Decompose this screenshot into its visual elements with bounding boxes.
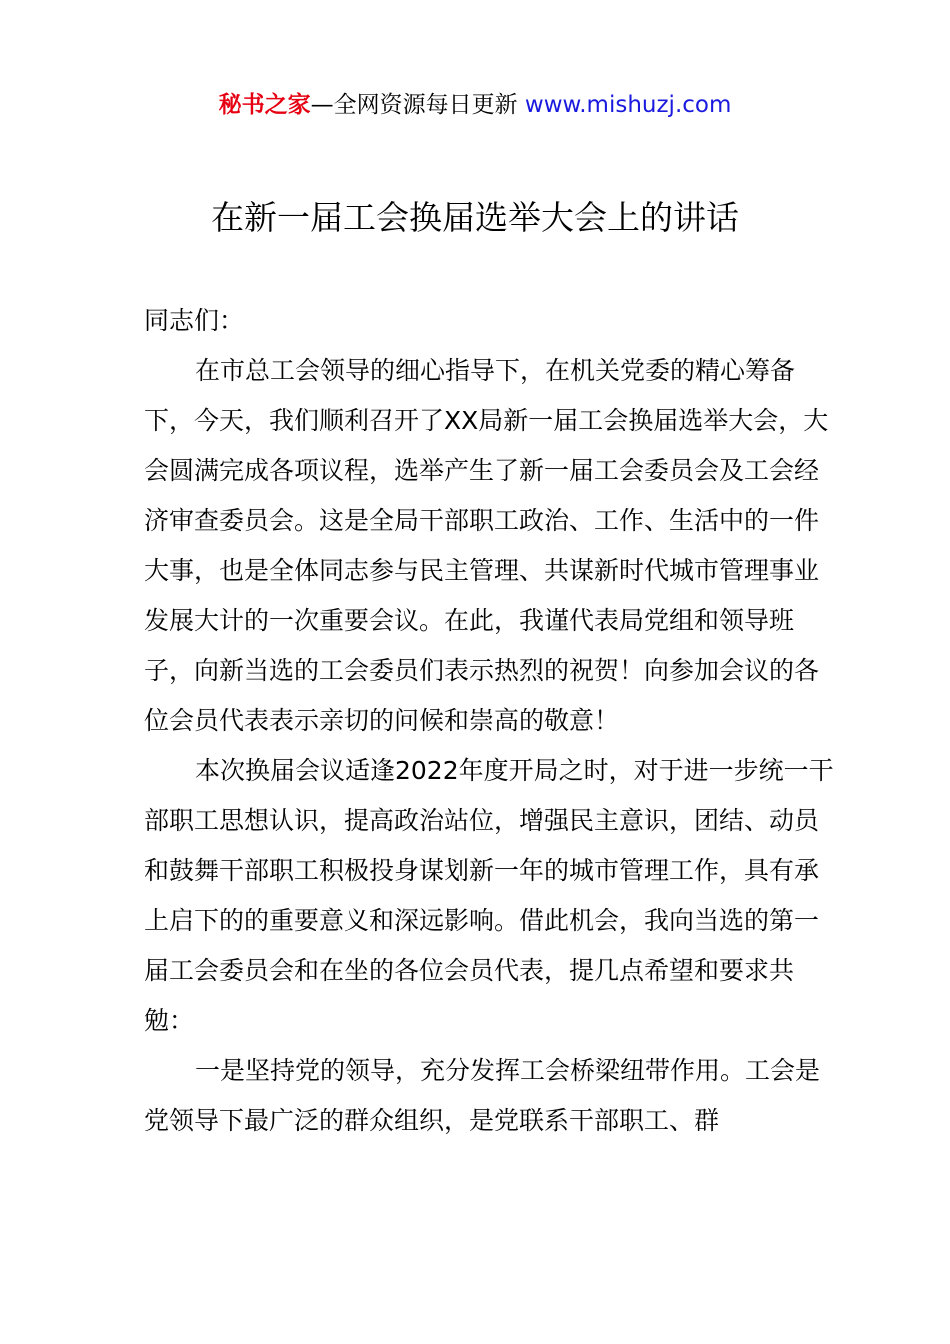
paragraph-3: 一是坚持党的领导，充分发挥工会桥梁纽带作用。工会是党领导下最广泛的群众组织，是党联系干部职工、群	[144, 1056, 821, 1135]
document-body	[144, 296, 834, 1146]
site-brand: 秘书之家	[218, 92, 311, 118]
document-title: 在新一届工会换届选举大会上的讲话	[211, 198, 739, 237]
site-tagline: —全网资源每日更新	[310, 92, 525, 118]
paragraph-2: 本次换届会议适逢2022年度开局之时，对于进一步统一干部职工思想认识，提高政治站位，增强民主意识，团结、动员和鼓舞干部职工积极投身谋划新一年的城市管理工作，具有承上启下的的重要意义和深远影响。借此机会，我向当选的第一届工会委员会和在坐的各位会员代表，提几点希望和要求共勉：	[144, 756, 834, 1035]
paragraph-1: 在市总工会领导的细心指导下，在机关党委的精心筹备下，今天，我们顺利召开了XX局新一届工会换届选举大会，大会圆满完成各项议程，选举产生了新一届工会委员会及工会经济审查委员会。这是全局干部职工政治、工作、生活中的一件大事，也是全体同志参与民主管理、共谋新时代城市管理事业发展大计的一次重要会议。在此，我谨代表局党组和领导班子，向新当选的工会委员们表示热烈的祝贺！向参加会议的各位会员代表表示亲切的问候和崇高的敬意！	[144, 356, 829, 735]
site-header	[0, 88, 950, 122]
salutation: 同志们：	[144, 306, 245, 335]
site-url-link[interactable]: www.mishuzj.com	[524, 92, 732, 118]
